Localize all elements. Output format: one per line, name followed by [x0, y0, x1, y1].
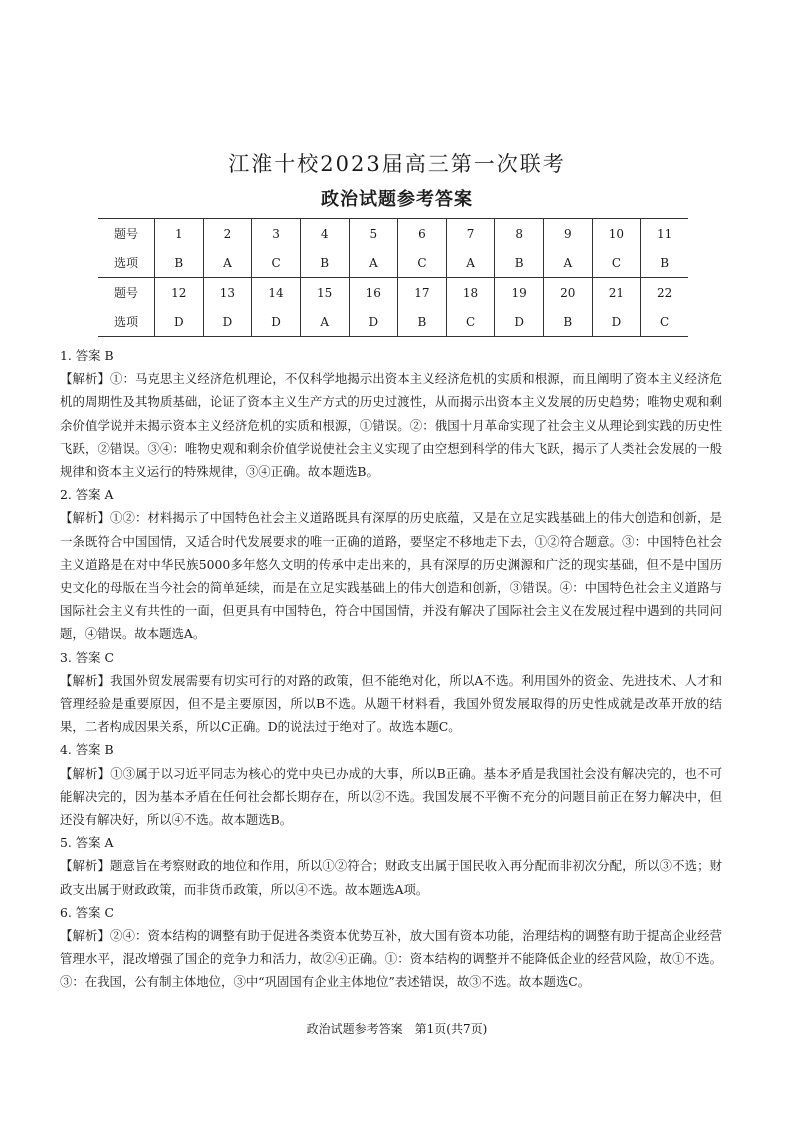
answer-heading: 3. 答案 C — [60, 649, 114, 665]
option-answer: C — [592, 248, 641, 278]
question-number: 21 — [592, 278, 641, 308]
question-number: 15 — [300, 278, 349, 308]
question-number: 5 — [349, 219, 398, 249]
question-block-2 — [60, 483, 722, 645]
explanation-text: 【解析】②④：资本结构的调整有助于促进各类资本优势互补，放大国有资本功能，治理结构的调整有助于提高企业经营管理水平，混改增强了国企的竞争力和活力，故②④正确。①：资本结构的调整并不能降低企业的经营风险，故①不选。③：在我国，公有制主体地位，③中“巩固国有企业主体地位”表述错误，故③不选。故本题选C。 — [60, 928, 722, 990]
question-number: 7 — [446, 219, 495, 249]
question-number: 9 — [544, 219, 593, 249]
answer-explanations — [60, 344, 722, 994]
question-number: 6 — [398, 219, 447, 249]
answer-heading: 4. 答案 B — [60, 742, 114, 758]
option-answer: B — [641, 248, 688, 278]
option-answer: B — [495, 248, 544, 278]
question-number-row — [98, 278, 688, 308]
option-answer: A — [203, 248, 252, 278]
explanation-text: 【解析】题意旨在考察财政的地位和作用，所以①②符合；财政支出属于国民收入再分配而非初次分配，所以③不选；财政支出属于财政政策，而非货币政策，所以④不选。故本题选A项。 — [60, 858, 722, 897]
question-number: 14 — [252, 278, 301, 308]
option-answer: A — [446, 248, 495, 278]
option-answer: A — [300, 307, 349, 337]
row-label: 题号 — [98, 219, 155, 249]
question-number: 22 — [641, 278, 688, 308]
question-number: 17 — [398, 278, 447, 308]
option-answer: A — [349, 248, 398, 278]
question-number: 19 — [495, 278, 544, 308]
question-number: 1 — [155, 219, 204, 249]
question-number: 8 — [495, 219, 544, 249]
option-answer: D — [203, 307, 252, 337]
option-answer: C — [398, 248, 447, 278]
answer-heading: 6. 答案 C — [60, 904, 114, 920]
question-block-5 — [60, 831, 722, 901]
question-number: 16 — [349, 278, 398, 308]
row-label: 选项 — [98, 248, 155, 278]
row-label: 题号 — [98, 278, 155, 308]
row-label: 选项 — [98, 307, 155, 337]
explanation-text: 【解析】①：马克思主义经济危机理论，不仅科学地揭示出资本主义经济危机的实质和根源，而且阐明了资本主义经济危机的周期性及其物质基础，论证了资本主义生产方式的历史过渡性，从而揭示出资本主义发展的历史趋势；唯物史观和剩余价值学说并未揭示资本主义经济危机的实质和根源，①错误。②：俄国十月革命实现了社会主义从理论到实践的历史性飞跃，②错误。③④：唯物史观和剩余价值学说使社会主义实现了由空想到科学的伟大飞跃，揭示了人类社会发展的一般规律和资本主义运行的特殊规律，③④正确。故本题选B。 — [60, 371, 722, 480]
answer-heading: 2. 答案 A — [60, 487, 114, 503]
option-answer: D — [349, 307, 398, 337]
question-number: 11 — [641, 219, 688, 249]
option-answer: B — [544, 307, 593, 337]
question-block-6 — [60, 901, 722, 994]
question-number: 3 — [252, 219, 301, 249]
question-number: 10 — [592, 219, 641, 249]
option-row — [98, 248, 688, 278]
explanation-text: 【解析】①③属于以习近平同志为核心的党中央已办成的大事，所以B正确。基本矛盾是我国社会没有解决完的，也不可能解决完的，因为基本矛盾在任何社会都长期存在，所以②不选。我国发展不平衡不充分的问题目前正在努力解决中，但还没有解决好，所以④不选。故本题选B。 — [60, 765, 722, 828]
answer-key-subtitle: 政治试题参考答案 — [321, 189, 473, 210]
question-block-3 — [60, 646, 722, 739]
option-answer: C — [252, 248, 301, 278]
option-answer: C — [641, 307, 688, 337]
option-row — [98, 307, 688, 337]
explanation-text: 【解析】①②：材料揭示了中国特色社会主义道路既具有深厚的历史底蕴，又是在立足实践基础上的伟大创造和创新，是一条既符合中国国情，又适合时代发展要求的唯一正确的道路，要坚定不移地走下去，①②符合题意。③：中国特色社会主义道路是在对中华民族5000多年悠久文明的传承中走出来的，具有深厚的历史渊源和广泛的现实基础，但不是中国历史文化的母版在当今社会的简单延续，而是在立足实践基础上的伟大创造和创新，③错误。④：中国特色社会主义道路与国际社会主义有共性的一面，但更具有中国特色，符合中国国情，并没有解决了国际社会主义在发展过程中遇到的共同问题，④错误。故本题选A。 — [60, 510, 722, 642]
page-footer: 政治试题参考答案 第1页(共7页) — [306, 1022, 488, 1036]
option-answer: D — [495, 307, 544, 337]
option-answer: D — [252, 307, 301, 337]
option-answer: D — [155, 307, 204, 337]
option-answer: D — [592, 307, 641, 337]
option-answer: B — [155, 248, 204, 278]
question-block-4 — [60, 738, 722, 831]
option-answer: B — [398, 307, 447, 337]
question-block-1 — [60, 344, 722, 483]
question-number: 18 — [446, 278, 495, 308]
option-answer: A — [544, 248, 593, 278]
option-answer: C — [446, 307, 495, 337]
question-number: 20 — [544, 278, 593, 308]
answer-table — [98, 218, 688, 337]
question-number: 2 — [203, 219, 252, 249]
option-answer: B — [300, 248, 349, 278]
answer-heading: 5. 答案 A — [60, 835, 114, 851]
question-number-row — [98, 219, 688, 249]
question-number: 12 — [155, 278, 204, 308]
exam-title: 江淮十校2023届高三第一次联考 — [228, 152, 566, 176]
question-number: 13 — [203, 278, 252, 308]
answer-heading: 1. 答案 B — [60, 348, 114, 363]
explanation-text: 【解析】我国外贸发展需要有切实可行的对路的政策，但不能绝对化，所以A不选。利用国外的资金、先进技术、人才和管理经验是重要原因，但不是主要原因，所以B不选。从题干材料看，我国外贸发展取得的历史性成就是改革开放的结果，二者构成因果关系，所以C正确。D的说法过于绝对了。故选本题C。 — [60, 672, 722, 735]
question-number: 4 — [300, 219, 349, 249]
